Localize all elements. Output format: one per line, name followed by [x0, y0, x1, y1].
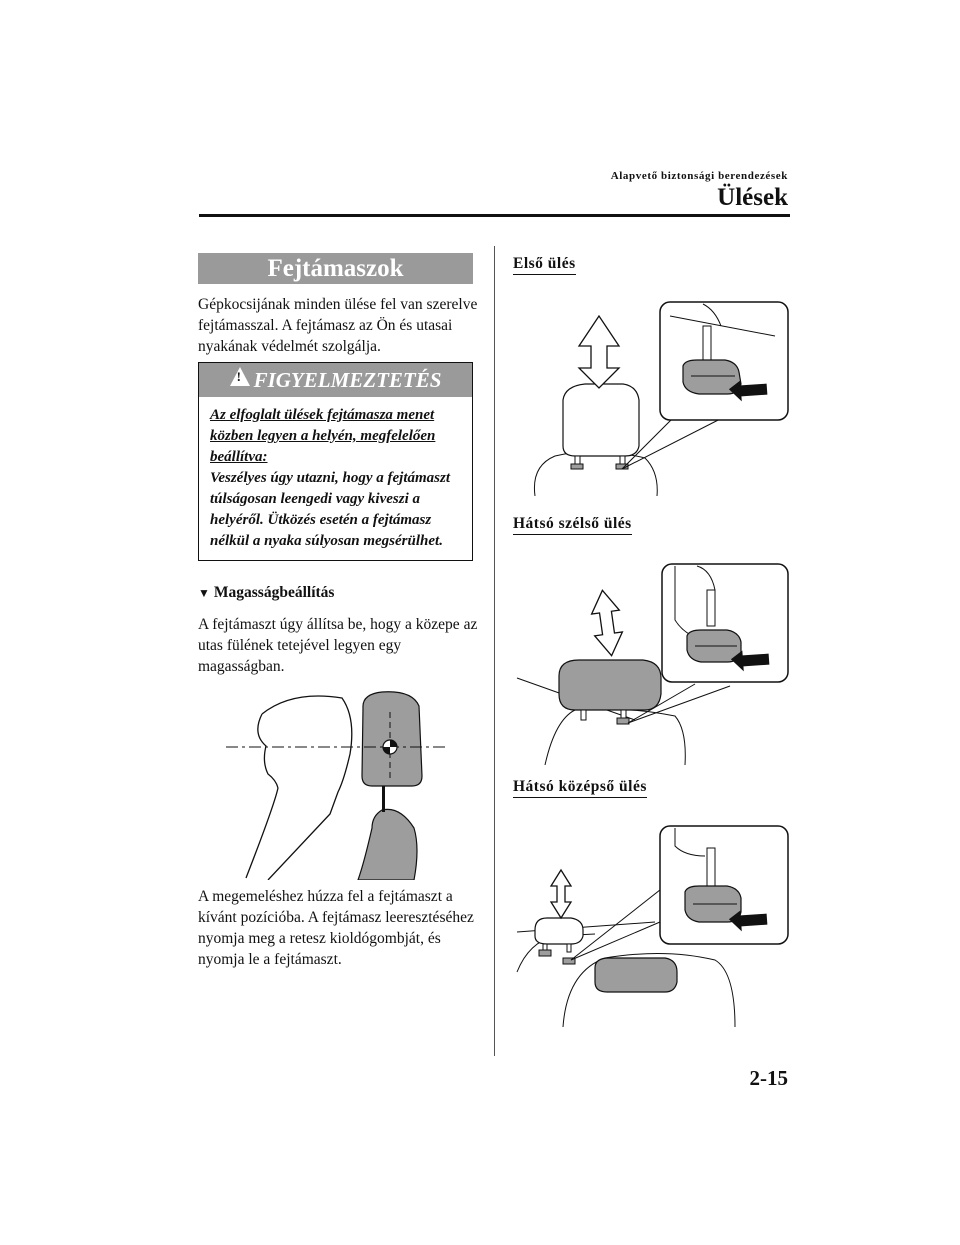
warning-box [198, 362, 473, 561]
chapter-subtitle: Alapvető biztonsági berendezések [610, 170, 788, 182]
column-divider [494, 246, 495, 1056]
subsection-heading-text: Magasságbeállítás [213, 584, 335, 601]
warning-triangle-icon [230, 367, 250, 386]
warning-headline: Az elfoglalt ülések fejtámasza menet közben legyen a helyén, megfelelően beállítva: [210, 407, 436, 465]
rear-outer-seat-illustration [515, 560, 790, 765]
header-rule [199, 214, 790, 217]
front-seat-illustration [515, 296, 790, 496]
page-number: 2-15 [749, 1066, 788, 1090]
figure-label-rear-center: Hátsó középső ülés [513, 778, 647, 798]
page-title: Ülések [717, 184, 788, 211]
warning-header [199, 363, 472, 397]
section-title: Fejtámaszok [198, 253, 473, 284]
intro-paragraph: Gépkocsijának minden ülése fel van szerelve fejtámasszal. A fejtámasz az Ön és utasai nyakának védelmét szolgálja. [198, 296, 478, 355]
instructions-paragraph: A megemeléshez húzza fel a fejtámaszt a kívánt pozícióba. A fejtámasz leeresztéséhez nyomja meg a retesz kioldógombját, és nyomja le a fejtámaszt. [198, 888, 474, 968]
warning-text: Veszélyes úgy utazni, hogy a fejtámaszt túlságosan leengedi vagy kiveszi a helyéről. Ütközés esetén a fejtámasz nélkül a nyaka súlyosan megsérülhet. [210, 470, 451, 549]
adjust-paragraph: A fejtámaszt úgy állítsa be, hogy a közepe az utas fülének tetejével legyen egy magasságban. [198, 616, 478, 675]
head-position-illustration [222, 688, 452, 880]
figure-label-front-seat: Első ülés [513, 255, 576, 275]
warning-title: FIGYELMEZTETÉS [253, 368, 442, 392]
triangle-marker-icon: ▼ [198, 586, 210, 600]
figure-label-rear-outer: Hátsó szélső ülés [513, 515, 632, 535]
subsection-heading [198, 584, 334, 602]
rear-center-seat-illustration [515, 822, 790, 1027]
warning-body [210, 405, 464, 552]
